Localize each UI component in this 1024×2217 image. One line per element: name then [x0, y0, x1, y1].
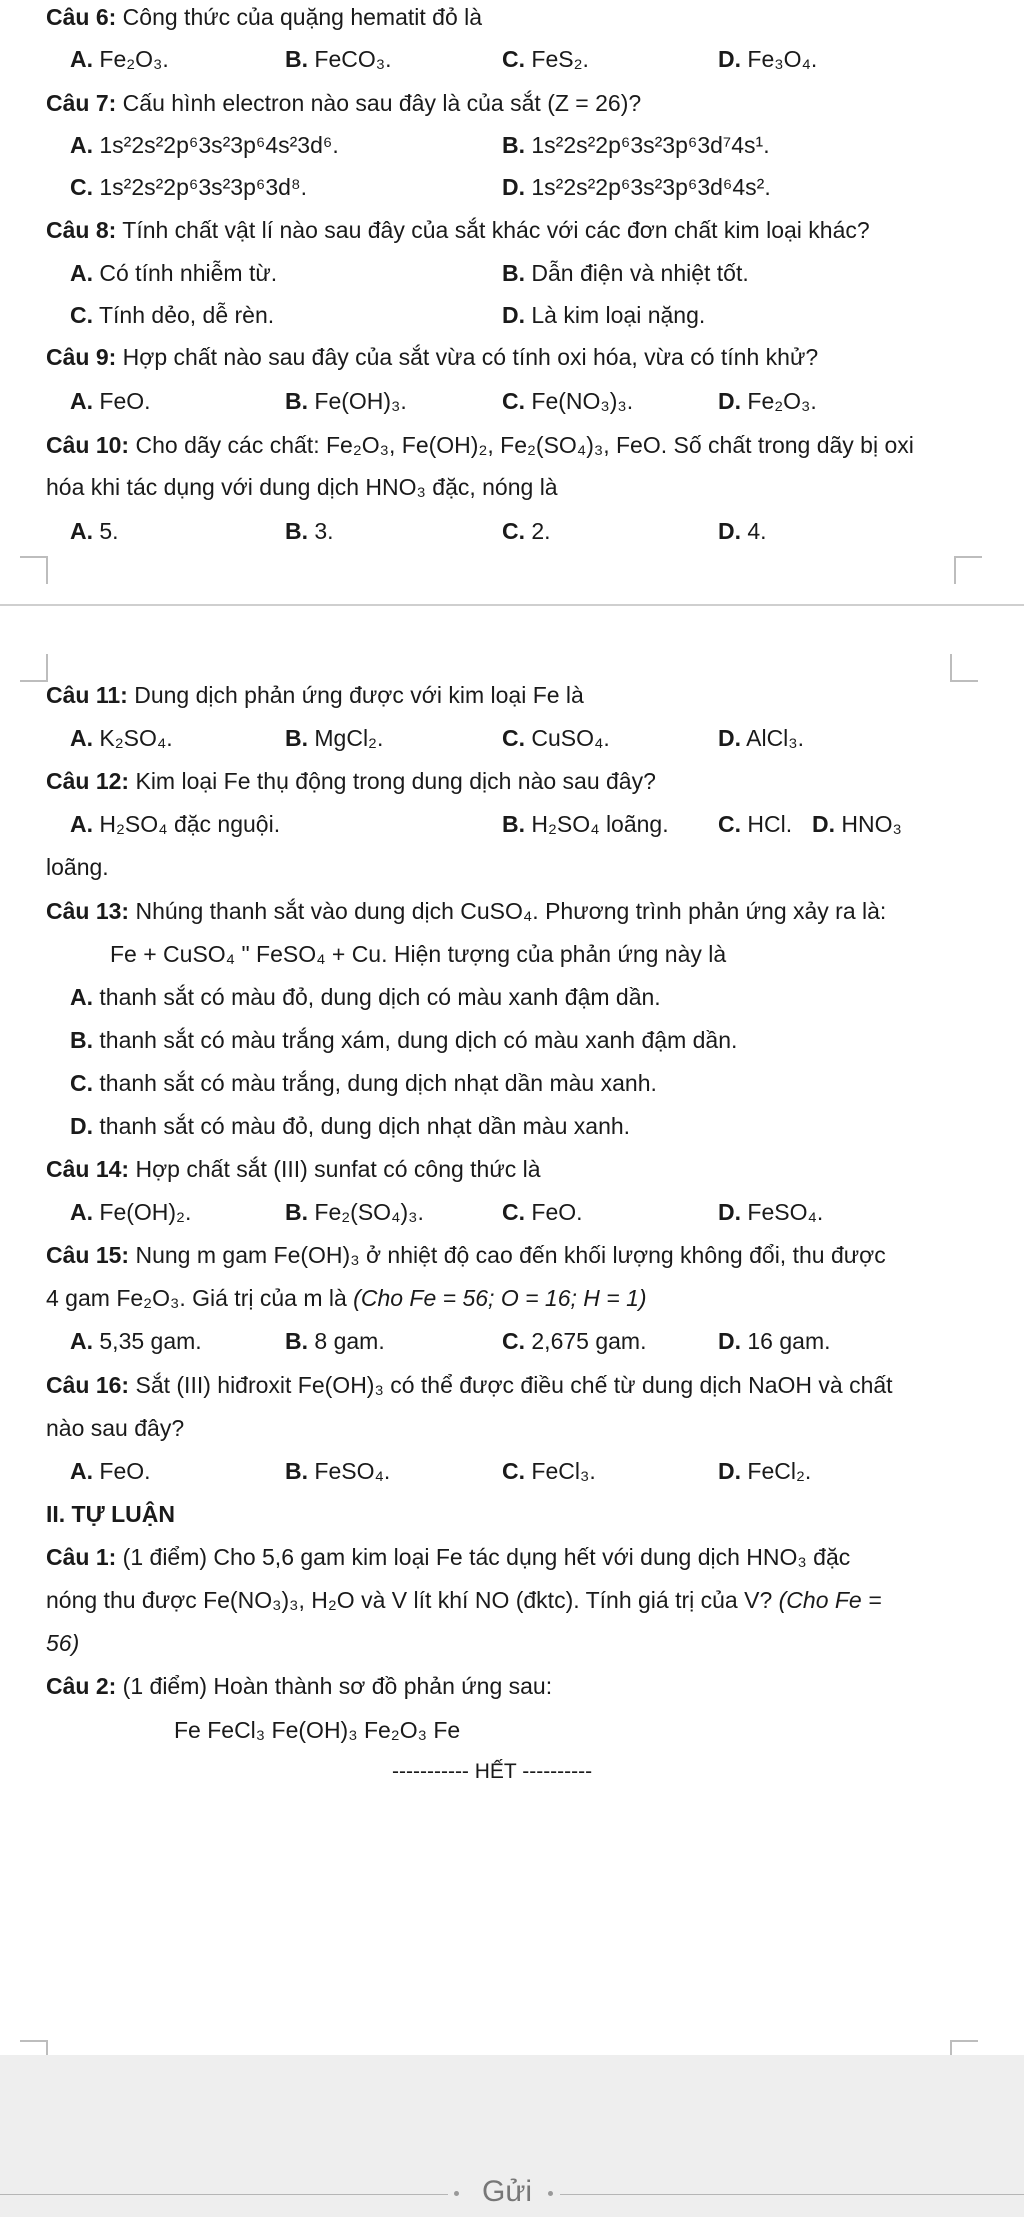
document-page-1 [0, 0, 1024, 604]
question-13 [46, 900, 1024, 923]
q11-option-b [285, 727, 383, 750]
q14-option-d [718, 1201, 823, 1224]
question-11 [46, 684, 1024, 707]
q15-option-c [502, 1330, 646, 1353]
q15-option-a [70, 1330, 202, 1353]
option-label: C. [502, 1199, 525, 1225]
option-text: FeCl₃. [531, 1458, 596, 1484]
option-text: FeCl₂. [747, 1458, 812, 1484]
q7-option-a [70, 134, 339, 157]
option-text: Tính dẻo, dễ rèn. [98, 302, 275, 328]
option-label: B. [502, 811, 525, 837]
question-label: Câu 11: [46, 682, 128, 708]
option-label: A. [70, 1458, 93, 1484]
q9-option-b [285, 390, 407, 413]
option-label: A. [70, 46, 93, 72]
question-label: Câu 15: [46, 1242, 130, 1268]
option-text: 3. [314, 518, 334, 544]
option-label: B. [70, 1027, 93, 1053]
q8-option-b [502, 262, 749, 285]
question-text: nóng thu được Fe(NO₃)₃, H₂O và V lít khí NO (đktc). Tính giá trị của V? [46, 1587, 779, 1613]
option-label: A. [70, 388, 93, 414]
q10-option-c [502, 520, 551, 543]
question-label: Câu 12: [46, 768, 130, 794]
section-title: II. TỰ LUẬN [46, 1501, 175, 1527]
question-hint: (Cho Fe = 56; O = 16; H = 1) [353, 1285, 647, 1311]
q8-option-c [70, 304, 274, 327]
footer-dot [454, 2191, 459, 2196]
q15-option-b [285, 1330, 385, 1353]
option-text: 1s²2s²2p⁶3s²3p⁶4s²3d⁶. [99, 132, 339, 158]
essay-question-1 [46, 1546, 1024, 1569]
option-text: Dẫn điện và nhiệt tốt. [531, 260, 749, 286]
option-label: B. [285, 1458, 308, 1484]
question-text: Nung m gam Fe(OH)₃ ở nhiệt độ cao đến khối lượng không đổi, thu được [129, 1242, 886, 1268]
option-label: D. [812, 811, 835, 837]
option-text: 2. [531, 518, 551, 544]
essay-question-1-hint: 56) [46, 1630, 80, 1656]
q14-option-b [285, 1201, 424, 1224]
q15-option-d [718, 1330, 831, 1353]
q10-option-b [285, 520, 334, 543]
q11-option-d [718, 727, 804, 750]
q16-option-a [70, 1460, 151, 1483]
option-text: 5,35 gam. [99, 1328, 202, 1354]
q10-option-d [718, 520, 767, 543]
option-label: D. [718, 388, 741, 414]
crop-mark [20, 654, 48, 682]
document-page-2 [0, 650, 1024, 2055]
question-label: Câu 1: [46, 1544, 117, 1570]
question-text: Kim loại Fe thụ động trong dung dịch nào sau đây? [129, 768, 656, 794]
question-text: Nhúng thanh sắt vào dung dịch CuSO₄. Phương trình phản ứng xảy ra là: [129, 898, 887, 924]
option-text: 5. [99, 518, 119, 544]
question-label: Câu 8: [46, 217, 117, 243]
option-label: B. [285, 1328, 308, 1354]
option-label: D. [70, 1113, 93, 1139]
option-text: Fe₂O₃. [747, 388, 817, 414]
option-label: B. [285, 388, 308, 414]
option-label: D. [502, 302, 525, 328]
option-label: B. [502, 260, 525, 286]
q6-option-a [70, 48, 169, 71]
question-label: Câu 14: [46, 1156, 130, 1182]
question-10 [46, 434, 1024, 457]
q8-option-d [502, 304, 705, 327]
crop-mark [950, 654, 978, 682]
option-label: D. [502, 174, 525, 200]
question-6 [46, 6, 1024, 29]
question-hint: (Cho Fe = [778, 1587, 882, 1613]
option-text: Fe₂(SO₄)₃. [314, 1199, 424, 1225]
option-text: HNO₃ [841, 811, 902, 837]
question-text: Hợp chất sắt (III) sunfat có công thức là [129, 1156, 541, 1182]
question-text: (1 điểm) Cho 5,6 gam kim loại Fe tác dụng hết với dung dịch HNO₃ đặc [116, 1544, 851, 1570]
q13-equation: Fe + CuSO₄ " FeSO₄ + Cu. Hiện tượng của phản ứng này là [110, 941, 727, 967]
question-label: Câu 2: [46, 1673, 117, 1699]
option-text: H₂SO₄ loãng. [531, 811, 669, 837]
option-text: FeCO₃. [314, 46, 392, 72]
option-text: FeSO₄. [747, 1199, 824, 1225]
option-label: B. [285, 1199, 308, 1225]
q14-option-c [502, 1201, 583, 1224]
option-text: 1s²2s²2p⁶3s²3p⁶3d⁶4s². [531, 174, 771, 200]
option-text: FeO. [99, 1458, 151, 1484]
option-label: C. [502, 1458, 525, 1484]
option-label: A. [70, 725, 93, 751]
option-label: C. [70, 302, 93, 328]
option-text: FeS₂. [531, 46, 589, 72]
q16-option-d [718, 1460, 811, 1483]
q6-option-d [718, 48, 817, 71]
q12-option-c [718, 813, 792, 836]
option-label: C. [70, 1070, 93, 1096]
option-text: FeO. [531, 1199, 583, 1225]
q11-option-a [70, 727, 173, 750]
option-text: 4. [747, 518, 767, 544]
option-label: D. [718, 46, 741, 72]
option-text: thanh sắt có màu trắng xám, dung dịch có màu xanh đậm dần. [99, 1027, 738, 1053]
option-text: Fe₃O₄. [747, 46, 818, 72]
footer-dot [548, 2191, 553, 2196]
question-text: Sắt (III) hiđroxit Fe(OH)₃ có thể được điều chế từ dung dịch NaOH và chất [129, 1372, 893, 1398]
option-text: thanh sắt có màu đỏ, dung dịch có màu xanh đậm dần. [99, 984, 661, 1010]
q7-option-b [502, 134, 770, 157]
option-label: C. [502, 46, 525, 72]
q9-option-d [718, 390, 817, 413]
option-text: AlCl₃. [746, 725, 805, 751]
question-10-cont: hóa khi tác dụng với dung dịch HNO₃ đặc, nóng là [46, 474, 558, 500]
q7-option-d [502, 176, 771, 199]
question-9 [46, 346, 1024, 369]
question-text: 4 gam Fe₂O₃. Giá trị của m là [46, 1285, 354, 1311]
option-label: C. [70, 174, 93, 200]
option-text: Fe(OH)₂. [99, 1199, 192, 1225]
option-label: D. [718, 1458, 741, 1484]
q14-option-a [70, 1201, 191, 1224]
q16-option-c [502, 1460, 596, 1483]
option-label: C. [502, 518, 525, 544]
question-label: Câu 7: [46, 90, 117, 116]
option-text: FeO. [99, 388, 151, 414]
option-label: A. [70, 811, 93, 837]
q6-option-c [502, 48, 589, 71]
q12-option-b [502, 813, 669, 836]
option-text: 2,675 gam. [531, 1328, 647, 1354]
option-label: C. [718, 811, 741, 837]
footer-divider [0, 2194, 448, 2195]
essay-question-2 [46, 1675, 1024, 1698]
option-text: H₂SO₄ đặc nguội. [99, 811, 281, 837]
q13-option-b [70, 1029, 737, 1052]
option-text: 8 gam. [314, 1328, 385, 1354]
question-label: Câu 10: [46, 432, 130, 458]
q13-option-c [70, 1072, 657, 1095]
option-text: Có tính nhiễm từ. [99, 260, 278, 286]
question-14 [46, 1158, 1024, 1181]
question-label: Câu 13: [46, 898, 130, 924]
option-label: D. [718, 1328, 741, 1354]
option-text: 1s²2s²2p⁶3s²3p⁶3d⁸. [99, 174, 308, 200]
q10-option-a [70, 520, 119, 543]
question-text: Công thức của quặng hematit đỏ là [116, 4, 483, 30]
q12-option-d-cont: loãng. [46, 854, 109, 880]
question-label: Câu 9: [46, 344, 117, 370]
question-label: Câu 6: [46, 4, 117, 30]
option-label: B. [502, 132, 525, 158]
q9-option-a [70, 390, 151, 413]
option-label: B. [285, 518, 308, 544]
q13-option-d [70, 1115, 630, 1138]
option-label: B. [285, 725, 308, 751]
option-label: A. [70, 1328, 93, 1354]
option-text: 1s²2s²2p⁶3s²3p⁶3d⁷4s¹. [531, 132, 770, 158]
option-label: A. [70, 984, 93, 1010]
option-text: thanh sắt có màu trắng, dung dịch nhạt dần màu xanh. [99, 1070, 657, 1096]
question-text: Cấu hình electron nào sau đây là của sắt (Z = 26)? [116, 90, 642, 116]
crop-mark [954, 556, 982, 584]
question-text: Cho dãy các chất: Fe₂O₃, Fe(OH)₂, Fe₂(SO₄)₃, FeO. Số chất trong dãy bị oxi [129, 432, 914, 458]
q7-option-c [70, 176, 307, 199]
question-12 [46, 770, 1024, 793]
q9-option-c [502, 390, 633, 413]
option-label: C. [502, 1328, 525, 1354]
option-label: A. [70, 260, 93, 286]
question-text: Dung dịch phản ứng được với kim loại Fe là [127, 682, 584, 708]
question-15-cont [46, 1287, 1024, 1310]
send-button[interactable]: Gửi [482, 2175, 533, 2208]
question-text: Tính chất vật lí nào sau đây của sắt khác với các đơn chất kim loại khác? [116, 217, 870, 243]
crop-mark [20, 556, 48, 584]
q8-option-a [70, 262, 277, 285]
page-break [0, 604, 1024, 652]
essay-question-1-cont [46, 1589, 1024, 1612]
option-text: Fe(NO₃)₃. [531, 388, 634, 414]
option-text: MgCl₂. [314, 725, 384, 751]
option-text: Là kim loại nặng. [531, 302, 706, 328]
option-label: C. [502, 725, 525, 751]
q16-option-b [285, 1460, 390, 1483]
footer-bar [0, 2055, 1024, 2217]
footer-divider [560, 2194, 1024, 2195]
reaction-scheme: Fe FeCl₃ Fe(OH)₃ Fe₂O₃ Fe [174, 1717, 461, 1743]
question-7 [46, 92, 1024, 115]
q11-option-c [502, 727, 610, 750]
question-16-cont: nào sau đây? [46, 1415, 185, 1441]
question-text: (1 điểm) Hoàn thành sơ đồ phản ứng sau: [116, 1673, 553, 1699]
option-label: D. [718, 725, 741, 751]
option-text: 16 gam. [747, 1328, 831, 1354]
option-label: A. [70, 1199, 93, 1225]
question-label: Câu 16: [46, 1372, 130, 1398]
option-text: HCl. [747, 811, 793, 837]
q13-option-a [70, 986, 661, 1009]
option-label: A. [70, 132, 93, 158]
option-text: Fe₂O₃. [99, 46, 169, 72]
question-16 [46, 1374, 1024, 1397]
option-text: Fe(OH)₃. [314, 388, 407, 414]
q12-option-d [812, 813, 902, 836]
option-text: K₂SO₄. [99, 725, 173, 751]
end-marker: ----------- HẾT ---------- [392, 1760, 593, 1783]
option-text: CuSO₄. [531, 725, 610, 751]
question-8 [46, 219, 1024, 242]
option-label: D. [718, 518, 741, 544]
option-label: B. [285, 46, 308, 72]
q6-option-b [285, 48, 392, 71]
option-text: FeSO₄. [314, 1458, 391, 1484]
option-label: A. [70, 518, 93, 544]
option-label: D. [718, 1199, 741, 1225]
question-15 [46, 1244, 1024, 1267]
option-label: C. [502, 388, 525, 414]
q12-option-a [70, 813, 280, 836]
option-text: thanh sắt có màu đỏ, dung dịch nhạt dần màu xanh. [99, 1113, 631, 1139]
question-text: Hợp chất nào sau đây của sắt vừa có tính oxi hóa, vừa có tính khử? [116, 344, 819, 370]
